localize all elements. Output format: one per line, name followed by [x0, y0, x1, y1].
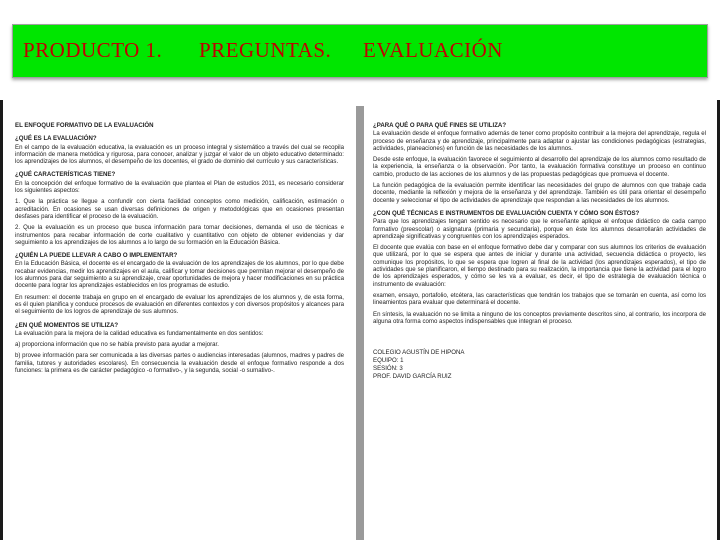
question-when: ¿EN QUÉ MOMENTOS SE UTILIZA?: [15, 321, 119, 329]
question-characteristics: ¿QUÉ CARACTERÍSTICAS TIENE?: [15, 171, 116, 179]
answer-techniques-3: examen, ensayo, portafolio, etcétera, las características que tendrán los trabajos que se tomarán en cuenta, así como los lineamientos para evaluar que determinará el docente.: [373, 291, 706, 307]
left-slide-edge: [0, 100, 3, 540]
answer-characteristics-1: 1. Que la práctica se llegue a confundir con cierta facilidad conceptos como medición, calificación, estimación o acreditación. En ocasiones se usan diversas definiciones de origen y metodológicas que en ocasiones presentan desfases para identificar el proceso de la evaluación.: [15, 198, 344, 220]
answer-when-intro: La evaluación para la mejora de la calidad educativa es fundamentalmente en dos sentidos:: [15, 329, 264, 337]
credit-session: SESIÓN: 3: [373, 365, 403, 373]
banner-evaluation-label: EVALUACIÓN: [363, 38, 503, 62]
answer-techniques-1: Para que los aprendizajes tengan sentido es necesario que le enseñante aplique el enfoque didáctico de cada campo formativo (preescolar) o asignatura (primaria y secundaria), porque en éste los alumnos desarrollarán actividades de aprendizaje significativas y congruentes con los aprendizajes esperados.: [373, 218, 706, 240]
left-document-page: [10, 98, 352, 540]
question-who: ¿QUIÉN LA PUEDE LLEVAR A CABO O IMPLEMENTAR?: [15, 252, 178, 260]
credit-school: COLEGIO AGUSTÍN DE HIPONA: [373, 349, 465, 357]
answer-when-b: b) provee información para ser comunicada a las diversas partes o audiencias interesadas (alumnos, madres y padres de familia, tutores y autoridades escolares). En consecuencia la evaluación desde el enfoque formativo responde a dos funciones: la primera es de carácter pedagógico -o formativo-, y la segunda, social -o sumativo-.: [15, 352, 344, 375]
credit-team: EQUIPO: 1: [373, 357, 404, 365]
banner-questions-label: PREGUNTAS.: [199, 38, 332, 62]
synthesis-paragraph: En síntesis, la evaluación no se limita a ninguno de los conceptos previamente descritos sino, al contrario, los incorpora de alguna otra forma como aspectos indispensables que integran el proceso.: [373, 310, 706, 325]
doc-title: EL ENFOQUE FORMATIVO DE LA EVALUACIÓN: [15, 122, 154, 129]
answer-who-summary: En resumen: el docente trabaja en grupo en el encargado de evaluar los aprendizajes de los alumnos y, de esta forma, es él quien planifica y conduce procesos de evaluación en diferentes contextos y con diversos propósitos y alcances para el seguimiento de los logros de aprendizaje de sus alumnos.: [15, 293, 344, 316]
question-purpose: ¿PARA QUÉ O PARA QUÉ FINES SE UTILIZA?: [373, 122, 507, 129]
credit-teacher: PROF. DAVID GARCÍA RUIZ: [373, 373, 452, 381]
right-document-page: [368, 98, 710, 540]
answer-who: En la Educación Básica, el docente es el encargado de la evaluación de los aprendizajes de los alumnos, por lo que debe recabar evidencias, medir los aprendizajes en el aula, calificar y tomar decisiones que permitan mejorar el desempeño de los alumnos para dar seguimiento a su aprendizaje, crear oportunidades de mejora y hacer modificaciones en su práctica docente para lograr los aprendizajes establecidos en los programas de estudio.: [15, 260, 344, 290]
page-divider: [356, 106, 364, 540]
answer-when-a: a) proporciona información que no se había previsto para ayudar a mejorar.: [15, 341, 219, 349]
question-what-is: ¿QUÉ ES LA EVALUACIÓN?: [15, 135, 97, 143]
banner-product-label: PRODUCTO 1.: [23, 38, 163, 62]
credits-block: [373, 349, 706, 381]
title-banner: [12, 24, 708, 78]
answer-purpose-3: La función pedagógica de la evaluación permite identificar las necesidades del grupo de alumnos con que trabaje cada docente, mediante la reflexión y mejora de la enseñanza y del aprendizaje. También es útil para orientar el desempeño docente y seleccionar el tipo de actividades de aprendizaje que respondan a las necesidades de los alumnos.: [373, 182, 706, 204]
answer-what-is: En el campo de la evaluación educativa, la evaluación es un proceso integral y sistemático a través del cual se recopila información de manera metódica y rigurosa, para conocer, analizar y juzgar el valor de un objeto educativo determinado: los aprendizajes de los alumnos, el desempeño de los docentes, el grado de dominio del currículo y sus características.: [15, 143, 344, 166]
answer-characteristics-intro: En la concepción del enfoque formativo de la evaluación que plantea el Plan de estudios 2011, es necesario considerar los siguientes aspectos:: [15, 179, 344, 195]
answer-techniques-2: El docente que evalúa con base en el enfoque formativo debe dar y comparar con sus alumnos los criterios de evaluación que utilizará, por lo que se espera que antes de iniciar y durante una actividad, secuencia didáctica o proyecto, les comunique los propósitos, lo que se espera que logren al final de la actividad (los aprendizajes esperados), el tipo de actividades que se planificaron, el tiempo destinado para su realización, la importancia que tiene la actividad para el logro de los aprendizajes esperados, y cómo se les va a evaluar, es decir, el tipo de estrategia de evaluación técnica o instrumento de evaluación:: [373, 244, 706, 288]
question-techniques: ¿CON QUÉ TÉCNICAS E INSTRUMENTOS DE EVALUACIÓN CUENTA Y CÓMO SON ÉSTOS?: [373, 209, 640, 217]
answer-purpose-2: Desde este enfoque, la evaluación favorece el seguimiento al desarrollo del aprendizaje de los alumnos como resultado de la experiencia, la enseñanza o la observación. Por tanto, la evaluación formativa constituye un proceso en continuo cambio, producto de las acciones de los alumnos y de las propuestas pedagógicas que promueva el docente.: [373, 156, 706, 178]
answer-purpose-1: La evaluación desde el enfoque formativo además de tener como propósito contribuir a la mejora del aprendizaje, regula el proceso de enseñanza y de aprendizaje, principalmente para adaptar o ajustar las condiciones pedagógicas (estrategias, actividades, planeaciones) en función de las necesidades de los alumnos.: [373, 130, 706, 152]
answer-characteristics-2: 2. Que la evaluación es un proceso que busca información para tomar decisiones, demanda el uso de técnicas e instrumentos para recabar información de corte cualitativo y cuantitativo con objeto de obtener evidencias y dar seguimiento a los aprendizajes de los alumnos a lo largo de su formación en la Educación Básica.: [15, 224, 344, 246]
